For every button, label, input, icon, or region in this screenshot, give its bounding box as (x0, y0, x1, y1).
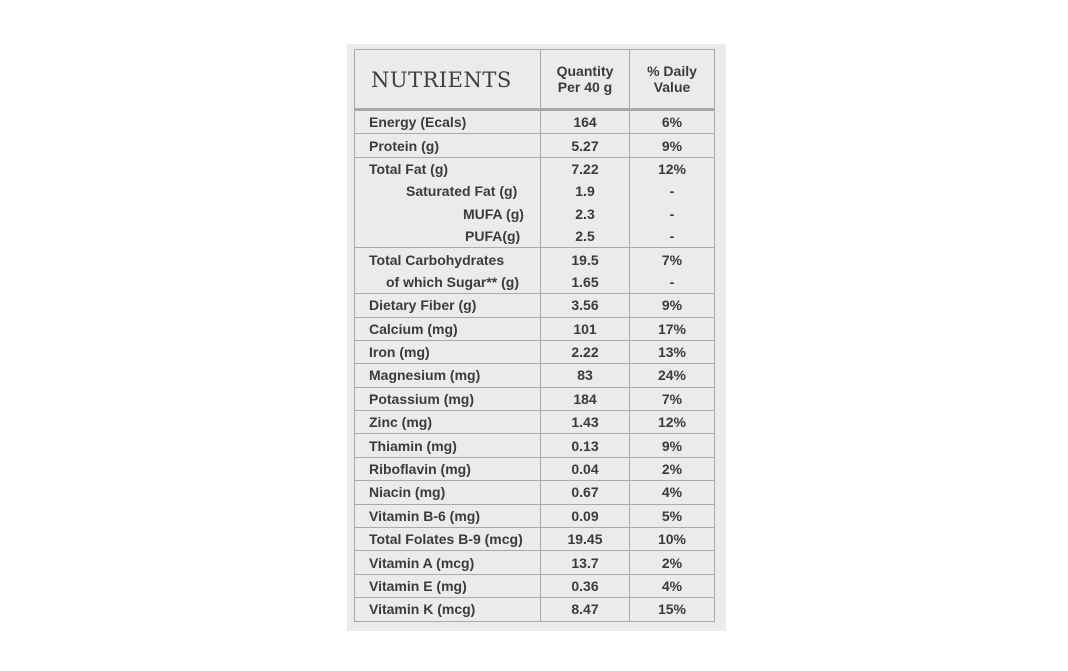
nutrient-quantity: 0.36 (541, 574, 630, 597)
nutrient-quantity: 101 (541, 317, 630, 340)
nutrient-daily-value: 12% (630, 157, 715, 180)
nutrient-daily-value: 4% (630, 481, 715, 504)
nutrient-quantity: 0.13 (541, 434, 630, 457)
nutrient-name: Zinc (mg) (355, 411, 541, 434)
table-row (355, 574, 715, 597)
nutrient-daily-value: 7% (630, 248, 715, 271)
nutrition-table (354, 49, 715, 622)
table-row (355, 481, 715, 504)
quantity-header-line2: Per 40 g (557, 79, 613, 95)
nutrient-quantity: 1.43 (541, 411, 630, 434)
table-row (355, 387, 715, 410)
nutrient-daily-value: 9% (630, 294, 715, 317)
table-row (355, 180, 715, 202)
nutrient-name: Vitamin B-6 (mg) (355, 504, 541, 527)
nutrient-daily-value: 13% (630, 340, 715, 363)
table-row (355, 551, 715, 574)
nutrient-daily-value: 10% (630, 528, 715, 551)
nutrient-daily-value: 2% (630, 551, 715, 574)
nutrient-daily-value: 9% (630, 434, 715, 457)
table-row (355, 598, 715, 621)
nutrient-name: Total Carbohydrates (355, 248, 541, 271)
nutrient-name: Potassium (mg) (355, 387, 541, 410)
nutrient-quantity: 184 (541, 387, 630, 410)
table-row (355, 294, 715, 317)
nutrient-name: Riboflavin (mg) (355, 457, 541, 480)
table-row (355, 364, 715, 387)
nutrient-name: Iron (mg) (355, 340, 541, 363)
nutrient-quantity: 7.22 (541, 157, 630, 180)
nutrient-quantity: 2.5 (541, 225, 630, 248)
nutrient-quantity: 83 (541, 364, 630, 387)
nutrient-name: Energy (Ecals) (355, 110, 541, 134)
nutrient-daily-value: 4% (630, 574, 715, 597)
table-row (355, 225, 715, 248)
daily-value-header-line2: Value (653, 79, 691, 95)
nutrient-name: Dietary Fiber (g) (355, 294, 541, 317)
nutrient-daily-value: 15% (630, 598, 715, 621)
nutrient-name: Total Folates B-9 (mcg) (355, 528, 541, 551)
table-row (355, 248, 715, 271)
nutrient-daily-value: 5% (630, 504, 715, 527)
nutrient-daily-value: 24% (630, 364, 715, 387)
quantity-header (541, 50, 630, 110)
table-row (355, 157, 715, 180)
nutrient-quantity: 0.04 (541, 457, 630, 480)
nutrient-rows (355, 110, 715, 622)
nutrient-quantity: 0.67 (541, 481, 630, 504)
nutrient-name: of which Sugar** (g) (355, 271, 541, 294)
table-row (355, 317, 715, 340)
nutrient-name: Niacin (mg) (355, 481, 541, 504)
nutrient-quantity: 13.7 (541, 551, 630, 574)
table-row (355, 528, 715, 551)
nutrient-daily-value: 9% (630, 134, 715, 157)
nutrient-quantity: 8.47 (541, 598, 630, 621)
table-row (355, 271, 715, 294)
nutrient-name: Vitamin E (mg) (355, 574, 541, 597)
table-row (355, 434, 715, 457)
nutrient-name: Saturated Fat (g) (355, 180, 541, 202)
nutrient-name: Vitamin A (mcg) (355, 551, 541, 574)
nutrient-daily-value: - (630, 180, 715, 202)
nutrient-quantity: 19.45 (541, 528, 630, 551)
nutrient-daily-value: - (630, 203, 715, 225)
table-row (355, 504, 715, 527)
nutrient-daily-value: - (630, 225, 715, 248)
nutrient-quantity: 5.27 (541, 134, 630, 157)
table-row (355, 203, 715, 225)
nutrient-name: Protein (g) (355, 134, 541, 157)
quantity-header-line1: Quantity (556, 63, 614, 79)
nutrient-daily-value: 17% (630, 317, 715, 340)
nutrient-quantity: 2.3 (541, 203, 630, 225)
nutrient-name: MUFA (g) (355, 203, 541, 225)
nutrient-daily-value: 2% (630, 457, 715, 480)
daily-value-header (630, 50, 715, 110)
nutrient-name: Calcium (mg) (355, 317, 541, 340)
nutrient-quantity: 0.09 (541, 504, 630, 527)
nutrient-quantity: 1.9 (541, 180, 630, 202)
nutrients-title: NUTRIENTS (355, 50, 541, 110)
table-row (355, 457, 715, 480)
nutrient-quantity: 2.22 (541, 340, 630, 363)
nutrient-quantity: 164 (541, 110, 630, 134)
nutrient-daily-value: 6% (630, 110, 715, 134)
nutrient-name: PUFA(g) (355, 225, 541, 248)
nutrient-name: Vitamin K (mcg) (355, 598, 541, 621)
table-row (355, 340, 715, 363)
nutrient-daily-value: 7% (630, 387, 715, 410)
table-row (355, 411, 715, 434)
nutrient-name: Total Fat (g) (355, 157, 541, 180)
table-row (355, 134, 715, 157)
table-row (355, 110, 715, 134)
table-header-row (355, 50, 715, 110)
daily-value-header-line1: % Daily (647, 63, 697, 79)
nutrient-name: Thiamin (mg) (355, 434, 541, 457)
nutrient-quantity: 3.56 (541, 294, 630, 317)
nutrient-name: Magnesium (mg) (355, 364, 541, 387)
nutrient-quantity: 1.65 (541, 271, 630, 294)
nutrient-quantity: 19.5 (541, 248, 630, 271)
nutrient-daily-value: - (630, 271, 715, 294)
nutrient-daily-value: 12% (630, 411, 715, 434)
